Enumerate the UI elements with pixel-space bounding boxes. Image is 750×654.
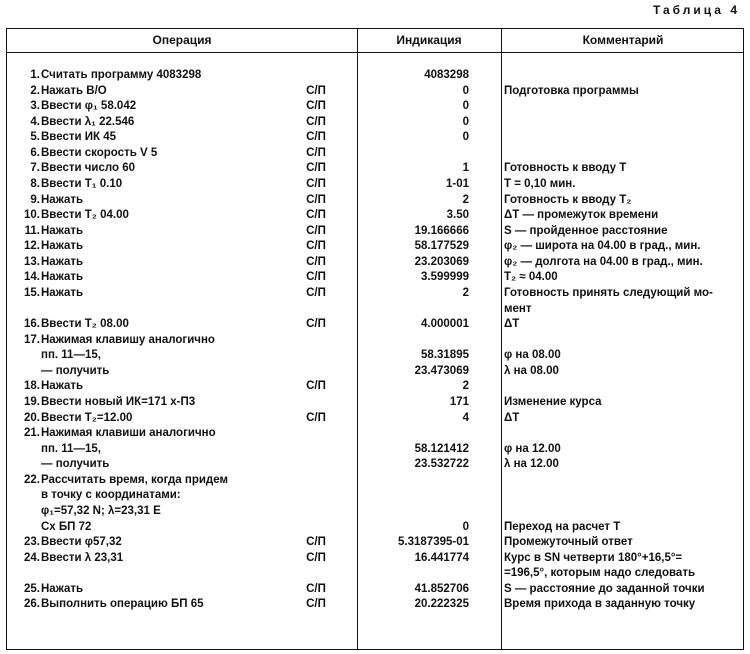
comment-cell: =196,5°, которым надо следовать xyxy=(504,567,696,580)
indication-cell: 0 xyxy=(462,115,469,128)
comment-cell: S — пройденное расстояние xyxy=(504,224,668,237)
operation-cell: Ввести T₂=12.00 xyxy=(41,411,133,424)
indication-cell: 0 xyxy=(462,84,469,97)
row-number: 7. xyxy=(30,162,40,175)
table-row xyxy=(7,333,745,348)
indication-cell: 0 xyxy=(462,100,469,113)
key-cell: С/П xyxy=(306,551,326,564)
key-cell: С/П xyxy=(306,380,326,393)
table-row xyxy=(7,146,745,161)
comment-cell: Время прихода в заданную точку xyxy=(504,598,696,611)
operation-cell: Нажимая клавишу аналогично xyxy=(41,333,215,346)
key-cell: С/П xyxy=(306,146,326,159)
indication-cell: 58.177529 xyxy=(414,240,469,253)
operation-cell: пп. 11—15, xyxy=(41,442,101,455)
indication-cell: 20.222325 xyxy=(414,598,469,611)
row-number: 17. xyxy=(24,333,40,346)
key-cell: С/П xyxy=(306,115,326,128)
row-number: 9. xyxy=(30,193,40,206)
indication-cell: 0 xyxy=(462,131,469,144)
operation-cell: Ввести λ₁ 22.546 xyxy=(41,115,135,128)
operation-cell: Нажать xyxy=(41,193,84,206)
comment-cell: φ₂ — широта на 04.00 в град., мин. xyxy=(504,240,701,253)
table-row xyxy=(7,582,745,597)
row-number: 4. xyxy=(30,115,40,128)
key-cell: С/П xyxy=(306,177,326,190)
operation-cell: Ввести λ 23,31 xyxy=(41,551,124,564)
operation-cell: Ввести φ₁ 58.042 xyxy=(41,100,137,113)
table-row xyxy=(7,224,745,239)
table-row xyxy=(7,566,745,581)
indication-cell: 16.441774 xyxy=(414,551,469,564)
row-number: 8. xyxy=(30,177,40,190)
table-row xyxy=(7,239,745,254)
operation-cell: Ввести φ57,32 xyxy=(41,536,122,549)
table-row xyxy=(7,255,745,270)
comment-cell: φ₂ — долгота на 04.00 в град., мин. xyxy=(504,255,703,268)
indication-cell: 23.203069 xyxy=(414,255,469,268)
comment-cell: Готовность к вводу T xyxy=(504,162,627,175)
table-row xyxy=(7,395,745,410)
header-operation: Операция xyxy=(152,33,212,47)
operation-cell: Ввести число 60 xyxy=(41,162,136,175)
header-indication: Индикация xyxy=(396,33,462,47)
table-row xyxy=(7,161,745,176)
indication-cell: 3.50 xyxy=(446,209,469,222)
indication-cell: 2 xyxy=(462,193,469,206)
indication-cell: 1 xyxy=(462,162,469,175)
indication-cell: 2 xyxy=(462,286,469,299)
comment-cell: T = 0,10 мин. xyxy=(504,177,576,190)
table-caption: Таблица 4 xyxy=(652,3,740,17)
table-row xyxy=(7,411,745,426)
row-number: 16. xyxy=(24,318,40,331)
operation-cell: Выполнить операцию БП 65 xyxy=(41,598,204,611)
comment-cell: ΔT xyxy=(504,411,520,424)
key-cell: С/П xyxy=(306,536,326,549)
operation-cell: Нажать xyxy=(41,240,84,253)
table-row xyxy=(7,99,745,114)
comment-cell: φ на 08.00 xyxy=(504,349,561,362)
row-number: 18. xyxy=(24,380,40,393)
key-cell: С/П xyxy=(306,162,326,175)
indication-cell: 58.121412 xyxy=(414,442,469,455)
indication-cell: 58.31895 xyxy=(421,349,469,362)
key-cell: С/П xyxy=(306,271,326,284)
table-row xyxy=(7,504,745,519)
comment-cell: Промежуточный ответ xyxy=(504,536,633,549)
table-row xyxy=(7,270,745,285)
operation-cell: Нажать xyxy=(41,271,84,284)
row-number: 23. xyxy=(24,536,40,549)
operation-cell: Нажать В/О xyxy=(41,84,107,97)
table-row xyxy=(7,364,745,379)
operation-cell: Ввести ИК 45 xyxy=(41,131,117,144)
operation-cell: Нажать xyxy=(41,380,84,393)
table-row xyxy=(7,551,745,566)
table-row xyxy=(7,442,745,457)
indication-cell: 1-01 xyxy=(445,177,469,190)
comment-cell: T₂ ≈ 04.00 xyxy=(504,271,558,284)
row-number: 13. xyxy=(24,255,40,268)
header-divider xyxy=(7,52,743,53)
table-row xyxy=(7,520,745,535)
operation-cell: Ввести T₁ 0.10 xyxy=(41,177,123,190)
row-number: 20. xyxy=(24,411,40,424)
table-row xyxy=(7,535,745,550)
key-cell: С/П xyxy=(306,193,326,206)
operation-cell: Сх БП 72 xyxy=(41,520,92,533)
operation-cell: Ввести скорость V 5 xyxy=(41,146,158,159)
operation-cell: Ввести T₂ 08.00 xyxy=(41,318,129,331)
row-number: 21. xyxy=(24,427,40,440)
operation-cell: пп. 11—15, xyxy=(41,349,101,362)
table-row xyxy=(7,177,745,192)
table-row xyxy=(7,473,745,488)
table-row xyxy=(7,130,745,145)
indication-cell: 2 xyxy=(462,380,469,393)
table-row xyxy=(7,208,745,223)
row-number: 12. xyxy=(24,240,40,253)
row-number: 15. xyxy=(24,286,40,299)
table-row xyxy=(7,379,745,394)
row-number: 5. xyxy=(30,131,40,144)
indication-cell: 4.000001 xyxy=(421,318,469,331)
table-row xyxy=(7,302,745,317)
operation-cell: φ₁=57,32 N; λ=23,31 E xyxy=(41,504,161,517)
comment-cell: ΔT — промежуток времени xyxy=(504,209,659,222)
indication-cell: 4083298 xyxy=(424,69,469,81)
row-number: 2. xyxy=(30,84,40,97)
operation-cell: Рассчитать время, когда придем xyxy=(41,473,228,486)
row-number: 10. xyxy=(24,209,40,222)
table-row xyxy=(7,426,745,441)
comment-cell: Переход на расчет T xyxy=(504,520,621,533)
operation-cell: Считать программу 4083298 xyxy=(41,69,202,81)
operation-cell: Ввести новый ИК=171 x-П3 xyxy=(41,395,196,408)
table-row xyxy=(7,348,745,363)
table-row xyxy=(7,286,745,301)
comment-cell: Готовность принять следующий мо- xyxy=(504,286,713,299)
indication-cell: 3.599999 xyxy=(421,271,469,284)
comment-cell: λ на 08.00 xyxy=(504,364,559,377)
table-row xyxy=(7,457,745,472)
indication-cell: 41.852706 xyxy=(414,582,469,595)
indication-cell: 4 xyxy=(462,411,469,424)
comment-cell: Курс в SN четверти 180°+16,5°= xyxy=(504,551,683,564)
row-number: 11. xyxy=(24,224,40,237)
key-cell: С/П xyxy=(306,84,326,97)
comment-cell: λ на 12.00 xyxy=(504,458,559,471)
table-row xyxy=(7,193,745,208)
indication-cell: 23.473069 xyxy=(414,364,469,377)
key-cell: С/П xyxy=(306,240,326,253)
key-cell: С/П xyxy=(306,286,326,299)
data-table xyxy=(6,28,744,650)
indication-cell: 19.166666 xyxy=(414,224,469,237)
key-cell: С/П xyxy=(306,598,326,611)
comment-cell: Готовность к вводу T₂ xyxy=(504,193,632,206)
operation-cell: Нажать xyxy=(41,286,84,299)
row-number: 22. xyxy=(24,473,40,486)
comment-cell: S — расстояние до заданной точки xyxy=(504,582,705,595)
operation-cell: Нажать xyxy=(41,255,84,268)
table-row xyxy=(7,488,745,503)
row-number: 24. xyxy=(24,551,40,564)
row-number: 6. xyxy=(30,146,40,159)
table-row xyxy=(7,68,745,83)
key-cell: С/П xyxy=(306,100,326,113)
key-cell: С/П xyxy=(306,411,326,424)
row-number: 1. xyxy=(30,69,40,81)
comment-cell: Изменение курса xyxy=(504,395,602,408)
key-cell: С/П xyxy=(306,318,326,331)
row-number: 25. xyxy=(24,582,40,595)
operation-cell: Ввести T₂ 04.00 xyxy=(41,209,129,222)
comment-cell: мент xyxy=(504,302,532,315)
table-row xyxy=(7,84,745,99)
comment-cell: Подготовка программы xyxy=(504,84,639,97)
table-row xyxy=(7,317,745,332)
key-cell: С/П xyxy=(306,224,326,237)
key-cell: С/П xyxy=(306,582,326,595)
operation-cell: Нажать xyxy=(41,224,84,237)
comment-cell: ΔT xyxy=(504,318,520,331)
operation-cell: Нажимая клавиши аналогично xyxy=(41,427,216,440)
indication-cell: 5.3187395-01 xyxy=(398,536,469,549)
row-number: 19. xyxy=(24,395,40,408)
key-cell: С/П xyxy=(306,255,326,268)
row-number: 26. xyxy=(24,598,40,611)
row-number: 14. xyxy=(24,271,40,284)
indication-cell: 23.532722 xyxy=(414,458,469,471)
row-number: 3. xyxy=(30,100,40,113)
table-row xyxy=(7,115,745,130)
operation-cell: Нажать xyxy=(41,582,84,595)
header-comment: Комментарий xyxy=(582,33,664,47)
table-row xyxy=(7,597,745,612)
indication-cell: 0 xyxy=(462,520,469,533)
operation-cell: — получить xyxy=(41,364,110,377)
indication-cell: 171 xyxy=(449,395,469,408)
operation-cell: в точку с координатами: xyxy=(41,489,181,502)
comment-cell: φ на 12.00 xyxy=(504,442,561,455)
key-cell: С/П xyxy=(306,131,326,144)
operation-cell: — получить xyxy=(41,458,110,471)
key-cell: С/П xyxy=(306,209,326,222)
